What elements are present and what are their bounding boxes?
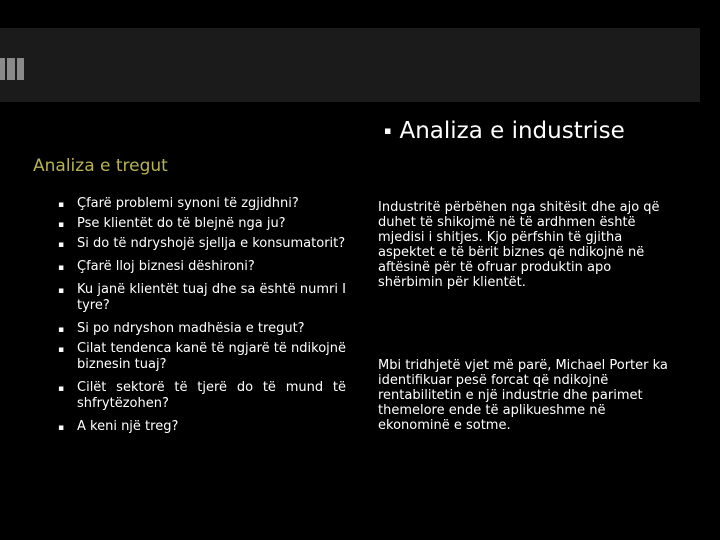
question-text: Si po ndryshon madhësia e tregut?: [77, 321, 305, 336]
question-text: Cilët sektorë të tjerë do të mund të shfrytëzohen?: [77, 380, 346, 411]
title-band: [0, 28, 700, 102]
question-text: Pse klientët do të blejnë nga ju?: [77, 216, 286, 231]
deco-square: [7, 58, 15, 80]
list-item: [58, 419, 346, 435]
square-bullet-icon: ▪: [58, 220, 65, 230]
deco-square: [0, 58, 5, 80]
question-text: Çfarë lloj biznesi dëshironi?: [77, 259, 255, 274]
list-item: [58, 380, 346, 412]
square-bullet-icon: ▪: [58, 423, 65, 433]
list-item: [58, 321, 346, 337]
square-bullet-icon: ▪: [58, 325, 65, 335]
industry-analysis-heading: [384, 118, 625, 144]
question-text: Ku janë klientët tuaj dhe sa është numri I tyre?: [77, 282, 346, 313]
industry-analysis-heading-text: Analiza e industrise: [399, 118, 625, 144]
question-text: Çfarë problemi synoni të zgjidhni?: [77, 196, 299, 211]
industry-paragraph-porter: Mbi tridhjetë vjet më parë, Michael Porter ka identifikuar pesë forcat që ndikojnë rentabilitetin e një industrie dhe parimet themelore ende të aplikueshme në ekonominë e sotme.: [378, 358, 668, 433]
square-bullet-icon: ▪: [58, 345, 65, 355]
list-item: [58, 341, 346, 373]
market-analysis-heading: Analiza e tregut: [33, 156, 168, 176]
deco-square: [17, 58, 24, 80]
question-text: A keni një treg?: [77, 419, 179, 434]
list-item: [58, 236, 346, 252]
square-bullet-icon: ▪: [58, 200, 65, 210]
square-bullet-icon: ▪: [58, 384, 65, 394]
question-text: Si do të ndryshojë sjellja e konsumatorit?: [77, 236, 346, 251]
list-item: [58, 216, 346, 232]
square-bullet-icon: ▪: [58, 286, 65, 296]
square-bullet-icon: ▪: [58, 240, 65, 250]
market-questions-list: [58, 196, 346, 442]
industry-paragraph-sellers: Industritë përbëhen nga shitësit dhe ajo që duhet të shikojmë në të ardhmen është mjedisi i shitjes. Kjo përfshin të gjitha aspektet e të bërit biznes që ndikojnë në aftësinë për të ofruar produktin apo shërbimin për klientët.: [378, 200, 660, 290]
square-bullet-icon: ▪: [58, 263, 65, 273]
list-item: [58, 259, 346, 275]
square-bullet-icon: ▪: [384, 124, 392, 137]
list-item: [58, 196, 346, 212]
list-item: [58, 282, 346, 314]
question-text: Cilat tendenca kanë të ngjarë të ndikojnë biznesin tuaj?: [77, 341, 346, 372]
